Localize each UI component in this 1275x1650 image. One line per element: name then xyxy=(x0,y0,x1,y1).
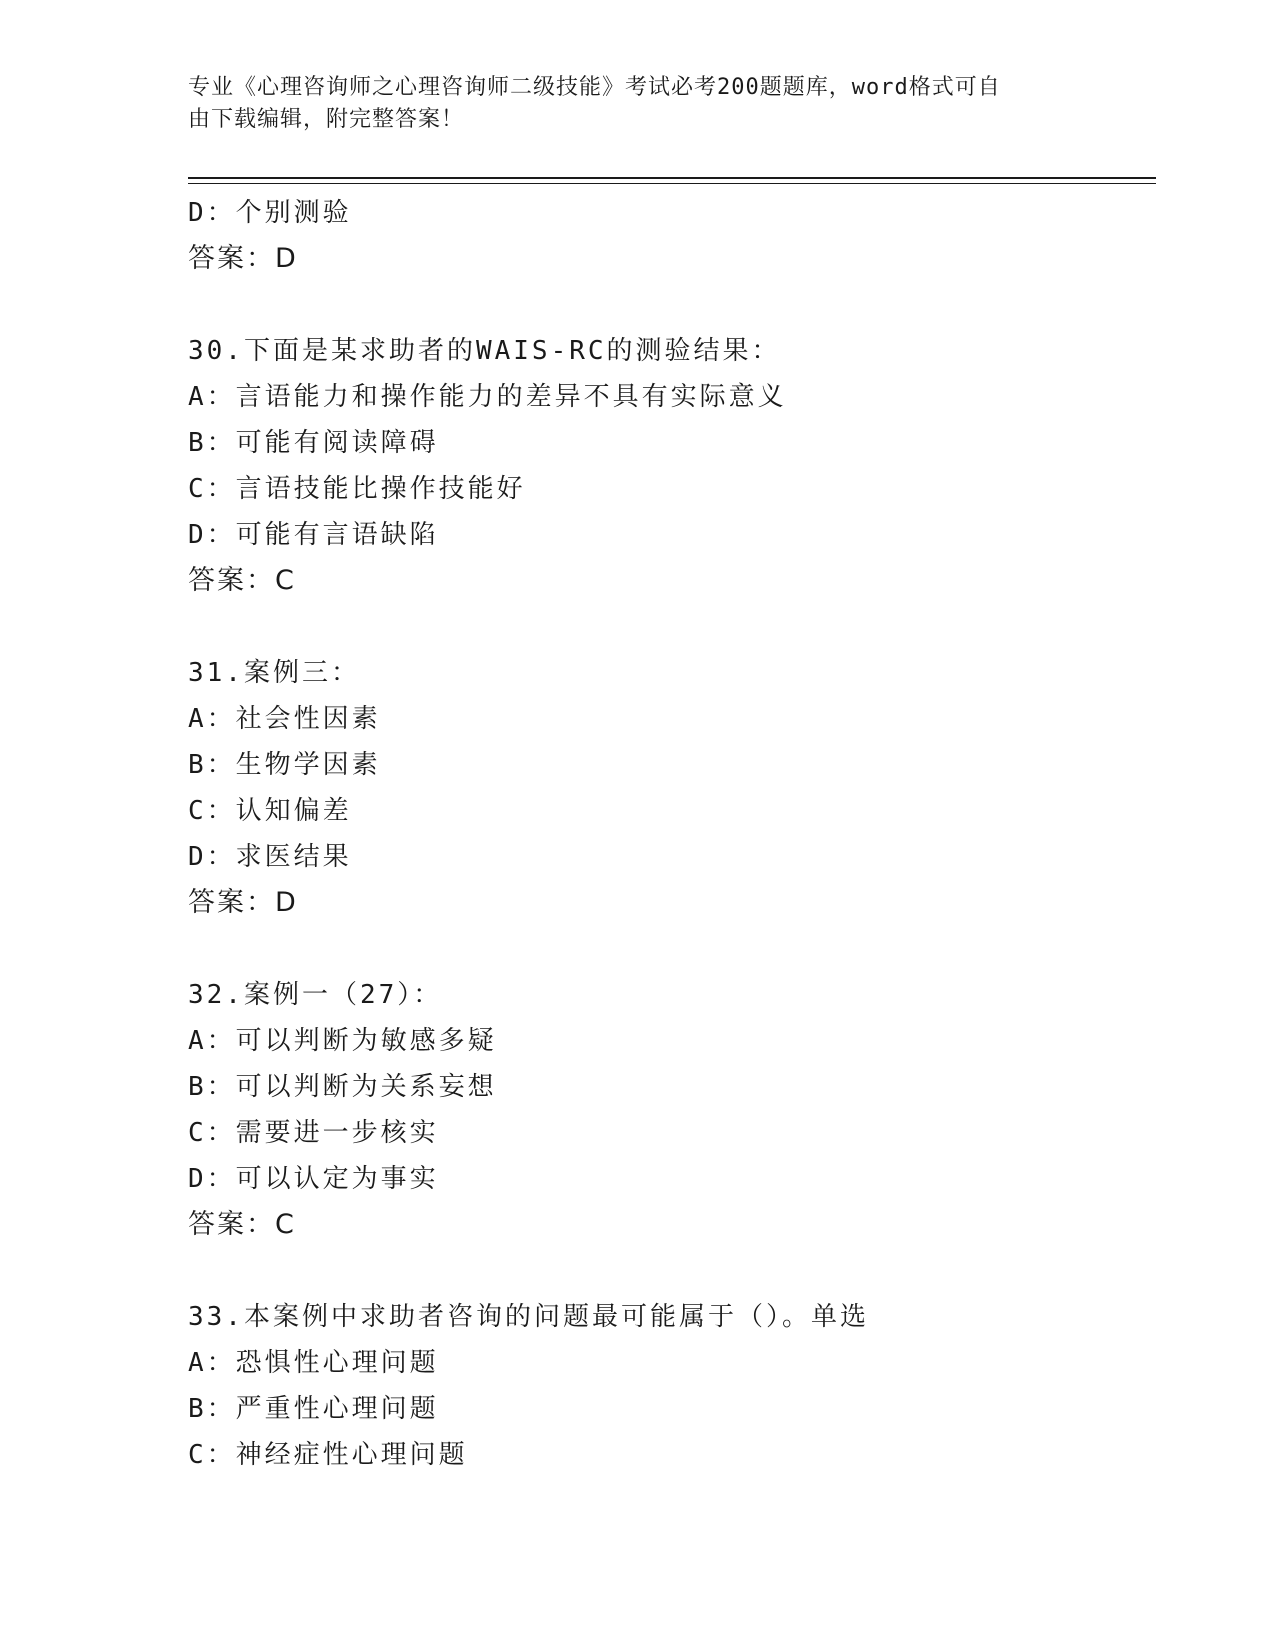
question-30 xyxy=(188,328,1156,604)
option-d: D：可能有言语缺陷 xyxy=(188,520,439,550)
document-header xyxy=(188,72,1088,136)
answer-line: 答案：C xyxy=(188,1209,296,1240)
question-31 xyxy=(188,650,1156,926)
option-a: A：社会性因素 xyxy=(188,704,381,734)
question-list xyxy=(188,190,1156,1478)
question-stem: 32.案例一（27）： xyxy=(188,980,443,1010)
spacer xyxy=(188,282,1156,328)
option-b: B：可以判断为关系妄想 xyxy=(188,1072,497,1102)
option-d: D：求医结果 xyxy=(188,842,352,872)
option-b: B：可能有阅读障碍 xyxy=(188,428,439,458)
option-c: C：认知偏差 xyxy=(188,796,352,826)
option-c: C：神经症性心理问题 xyxy=(188,1440,468,1470)
option-b: B：生物学因素 xyxy=(188,750,381,780)
spacer xyxy=(188,604,1156,650)
option-d: D：个别测验 xyxy=(188,198,352,228)
question-33 xyxy=(188,1294,1156,1478)
question-29-tail xyxy=(188,190,1156,282)
answer-line: 答案：D xyxy=(188,887,298,918)
question-32 xyxy=(188,972,1156,1248)
question-stem: 33.本案例中求助者咨询的问题最可能属于（）。单选 xyxy=(188,1302,869,1332)
spacer xyxy=(188,926,1156,972)
header-line-2: 由下载编辑，附完整答案！ xyxy=(188,107,465,132)
option-a: A：可以判断为敏感多疑 xyxy=(188,1026,497,1056)
header-rule-thin xyxy=(188,183,1156,184)
option-c: C：言语技能比操作技能好 xyxy=(188,474,526,504)
question-stem: 30.下面是某求助者的WAIS-RC的测验结果： xyxy=(188,336,781,366)
option-a: A：言语能力和操作能力的差异不具有实际意义 xyxy=(188,382,787,412)
option-c: C：需要进一步核实 xyxy=(188,1118,439,1148)
spacer xyxy=(188,1248,1156,1294)
option-b: B：严重性心理问题 xyxy=(188,1394,439,1424)
option-d: D：可以认定为事实 xyxy=(188,1164,439,1194)
option-a: A：恐惧性心理问题 xyxy=(188,1348,439,1378)
answer-line: 答案：C xyxy=(188,565,296,596)
question-stem: 31.案例三： xyxy=(188,658,360,688)
header-line-1: 专业《心理咨询师之心理咨询师二级技能》考试必考200题题库，word格式可自 xyxy=(188,75,1001,100)
answer-line: 答案：D xyxy=(188,243,298,274)
header-rule-thick xyxy=(188,177,1156,179)
